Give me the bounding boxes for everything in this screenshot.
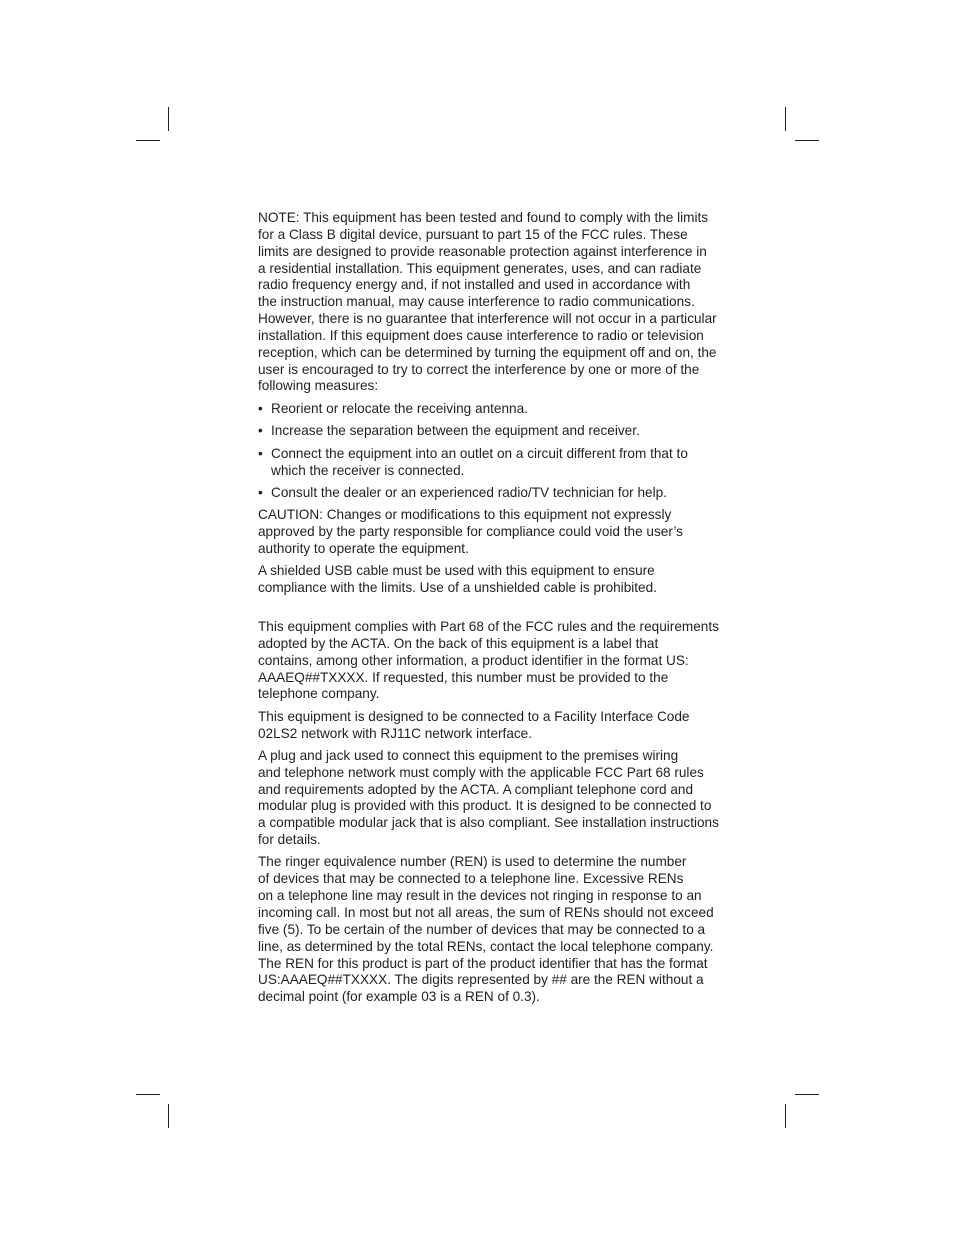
usb-cable-paragraph: A shielded USB cable must be used with this equipment to ensure compliance with the limits. Use of a unshielded cable is prohibited. bbox=[258, 563, 657, 596]
part68-compliance-paragraph: This equipment complies with Part 68 of the FCC rules and the requirements adopted by the ACTA. On the back of this equipment is a label that contains, among other information, a product identifier in the format US: AAAEQ##TXXXX. If requested, this number must be provided to the telephone company. bbox=[258, 619, 719, 702]
bullet-icon: • bbox=[258, 484, 263, 500]
fcc-part68-section bbox=[258, 619, 742, 1006]
list-item-text: Reorient or relocate the receiving antenna. bbox=[271, 400, 528, 416]
list-item bbox=[258, 485, 742, 502]
list-item bbox=[258, 401, 742, 418]
list-item-text: Connect the equipment into an outlet on a circuit different from that to which the receiver is connected. bbox=[271, 445, 688, 478]
fcc-note-paragraph: NOTE: This equipment has been tested and found to comply with the limits for a Class B digital device, pursuant to part 15 of the FCC rules. These limits are designed to provide reasonable protection against interference in a residential installation. This equipment generates, uses, and can radiate radio frequency energy and, if not installed and used in accordance with the instruction manual, may cause interference to radio communications. However, there is no guarantee that interference will not occur in a particular installation. If this equipment does cause interference to radio or television reception, which can be determined by turning the equipment off and on, the user is encouraged to try to correct the interference by one or more of the following measures: bbox=[258, 210, 717, 394]
interference-measures-list bbox=[258, 401, 742, 502]
crop-mark-top-left-vertical bbox=[168, 107, 169, 131]
bullet-icon: • bbox=[258, 445, 263, 461]
caution-paragraph: CAUTION: Changes or modifications to this equipment not expressly approved by the party responsible for compliance could void the user’s authority to operate the equipment. bbox=[258, 507, 683, 556]
bullet-icon: • bbox=[258, 400, 263, 416]
crop-mark-bottom-right-horizontal bbox=[795, 1094, 819, 1095]
bullet-icon: • bbox=[258, 423, 263, 439]
facility-interface-paragraph: This equipment is designed to be connected to a Facility Interface Code 02LS2 network with RJ11C network interface. bbox=[258, 708, 690, 741]
crop-mark-top-left-horizontal bbox=[136, 140, 160, 141]
crop-mark-bottom-left-vertical bbox=[168, 1104, 169, 1128]
ren-paragraph: The ringer equivalence number (REN) is used to determine the number of devices that may be connected to a telephone line. Excessive RENs on a telephone line may result in the devices not ringing in response to an incoming call. In most but not all areas, the sum of RENs should not exceed five (5). To be certain of the number of devices that may be connected to a line, as determined by the total RENs, contact the local telephone company. The REN for this product is part of the product identifier that has the format US:AAAEQ##TXXXX. The digits represented by ## are the REN without a decimal point (for example 03 is a REN of 0.3). bbox=[258, 854, 714, 1005]
crop-mark-bottom-right-vertical bbox=[785, 1104, 786, 1128]
plug-jack-paragraph: A plug and jack used to connect this equipment to the premises wiring and telephone network must comply with the applicable FCC Part 68 rules and requirements adopted by the ACTA. A compliant telephone cord and modular plug is provided with this product. It is designed to be connected to a compatible modular jack that is also compliant. See installation instructions for details. bbox=[258, 747, 719, 848]
crop-mark-top-right-vertical bbox=[785, 107, 786, 131]
list-item bbox=[258, 423, 742, 440]
crop-mark-bottom-left-horizontal bbox=[136, 1094, 160, 1095]
section-spacer bbox=[258, 597, 742, 619]
crop-mark-top-right-horizontal bbox=[795, 140, 819, 141]
page-body bbox=[258, 210, 742, 1006]
list-item-text: Increase the separation between the equipment and receiver. bbox=[271, 423, 640, 439]
fcc-part15-section bbox=[258, 210, 742, 597]
list-item-text: Consult the dealer or an experienced radio/TV technician for help. bbox=[271, 484, 667, 500]
list-item bbox=[258, 446, 742, 480]
